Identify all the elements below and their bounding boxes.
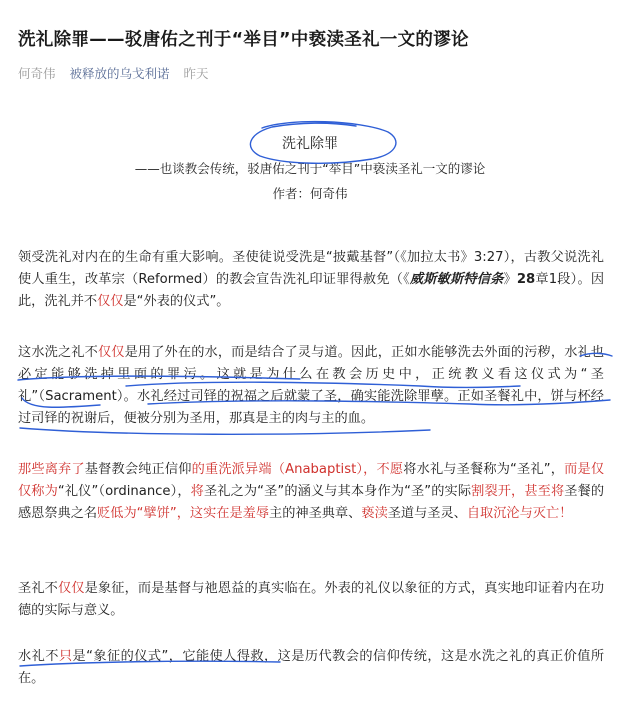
text-run: 威斯敏斯特信条 [409, 272, 504, 287]
text-run: 是象征，而是基督与祂恩益的真实临在。外表的礼仪以象征的方式，真实地印证着内在功德的实际与意义。 [18, 581, 605, 618]
paragraph-5 [18, 646, 604, 690]
text-run: 主的神圣典章、 [269, 506, 362, 521]
section-subtitle: ——也谈教会传统，驳唐佑之刊于“举目”中亵渎圣礼一文的谬论 [134, 161, 486, 176]
paragraph-1 [18, 247, 604, 313]
text-run: 那些离弃了 [18, 462, 85, 477]
article-meta [18, 64, 209, 82]
text-run: 仅仅 [57, 581, 85, 596]
text-run: 是用了外在的水，而是结合了灵与道。因此，正如水能够洗去外面的污秽，水礼也必定能够洗掉里面的罪污。这就是为什么在教会历史中，正统教义看这仪式为“圣礼”（Sacrament）。水礼经过司铎的祝福之后就蒙了圣，确实能洗除罪孽。正如圣餐礼中，饼与杯经过司铎的祝谢后，便被分别为圣用，那真是主的肉与主的血。 [18, 345, 605, 426]
text-run: 将 [190, 484, 204, 499]
text-run: 的重洗派异端（Anabaptist），不愿 [191, 462, 404, 477]
text-run: 圣礼之为“圣”的涵义与其本身作为“圣”的实际 [203, 484, 472, 499]
account-link[interactable]: 被释放的乌戈利诺 [69, 66, 170, 81]
text-run: 将水礼与圣餐称为“圣礼”， [403, 462, 565, 477]
section-title: 洗礼除罪 [282, 136, 338, 152]
text-run: 贬低为“擘饼”，这实在是羞辱 [97, 506, 270, 521]
author-name: 何奇伟 [18, 66, 56, 81]
text-run: 是“外表的仪式”。 [123, 294, 230, 309]
text-run: 亵渎 [361, 506, 388, 521]
publish-time: 昨天 [183, 66, 209, 81]
paragraph-3 [18, 459, 604, 525]
text-run: 圣道与圣灵、 [387, 506, 467, 521]
text-run: 28 [516, 272, 536, 287]
text-run: 水礼不 [18, 649, 59, 664]
section-byline: 作者：何奇伟 [272, 186, 348, 201]
text-run: 圣餐的感恩祭典之名 [18, 484, 605, 521]
article-title: 洗礼除罪——驳唐佑之刊于“举目”中亵渎圣礼一文的谬论 [18, 30, 469, 50]
text-run: 圣礼不 [18, 581, 58, 596]
text-run: 章1段）。因此，洗礼并不 [18, 272, 605, 309]
text-run: 只 [58, 649, 73, 664]
text-run: 仅仅 [97, 345, 125, 360]
text-run: 》 [503, 272, 517, 287]
text-run: 仅仅 [97, 294, 124, 309]
paragraph-2 [18, 342, 604, 430]
text-run: 是“象征的仪式”，它能使人得救，这是历代教会的信仰传统，这是水洗之礼的真正价值所在。 [18, 649, 605, 686]
text-run: 而是仅仅称为 [18, 462, 605, 499]
paragraph-4 [18, 578, 604, 622]
text-run: 割裂开，甚至将 [471, 484, 565, 499]
text-run: “礼仪”（ordinance）， [57, 484, 191, 499]
text-run: 领受洗礼对内在的生命有重大影响。圣使徒说受洗是“披戴基督”（《加拉太书》3:27），古教父说洗礼使人重生，改革宗（Reformed）的教会宣告洗礼印证罪得赦免（《 [18, 250, 604, 287]
text-run: 自取沉沦与灭亡！ [466, 506, 573, 521]
text-run: 这水洗之礼不 [18, 345, 98, 360]
text-run: 基督教会纯正信仰 [84, 462, 192, 477]
